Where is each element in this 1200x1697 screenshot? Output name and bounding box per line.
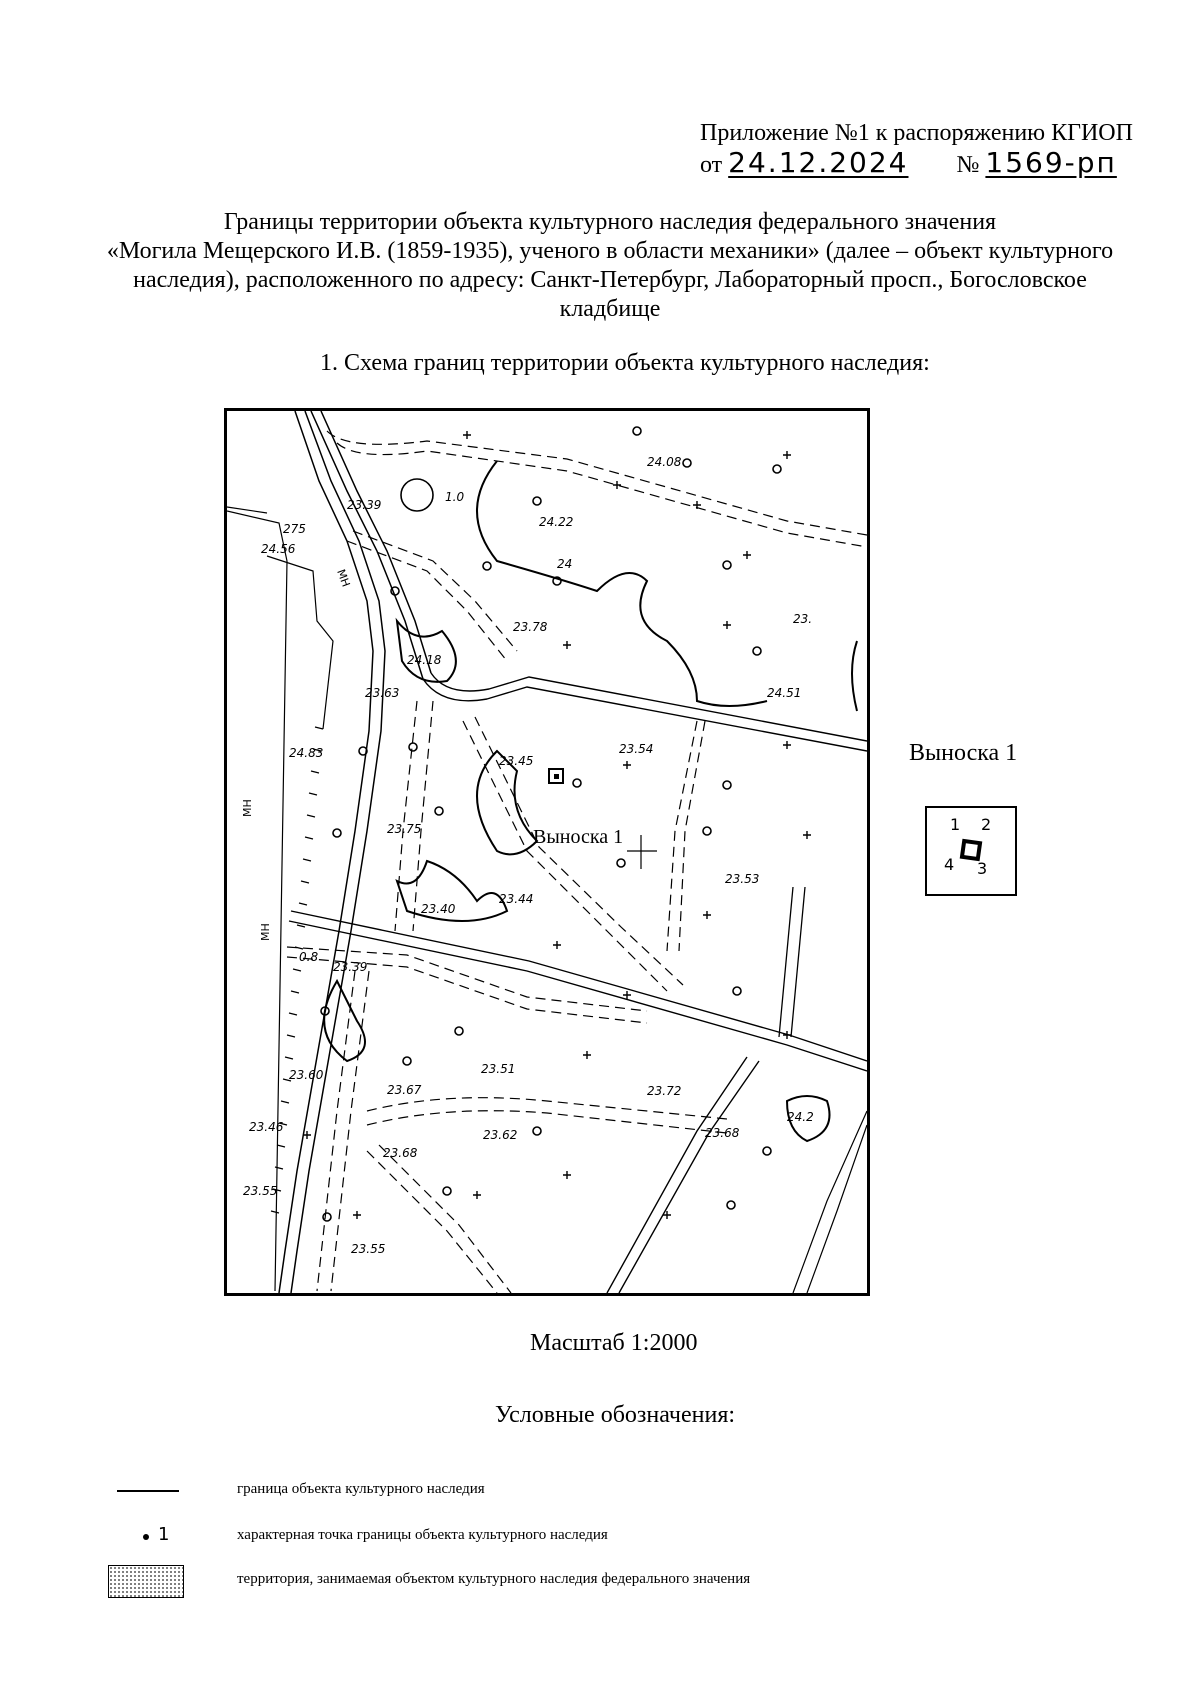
- legend-hatch-symbol: [108, 1565, 184, 1598]
- title-line: Границы территории объекта культурного наследия федерального значения: [223, 209, 997, 235]
- legend-title: Условные обозначения:: [495, 1402, 736, 1428]
- from-label: от: [700, 152, 723, 178]
- legend-line-symbol: [117, 1490, 179, 1492]
- order-number: 1569-рп: [985, 146, 1117, 179]
- order-date-number: [700, 146, 1117, 182]
- spot-height: 23.60: [289, 1068, 324, 1082]
- callout-title: Выноска 1: [909, 740, 1018, 766]
- spot-height: 24.2: [787, 1110, 814, 1124]
- legend-point-symbol: [143, 1534, 149, 1540]
- spot-height: 24.22: [539, 515, 574, 529]
- spot-height: 23.46: [249, 1120, 284, 1134]
- legend-point-number: 1: [158, 1524, 170, 1545]
- map-drawing: [227, 411, 867, 1293]
- spot-height: 23.67: [387, 1083, 422, 1097]
- spot-height: 24.83: [289, 746, 324, 760]
- spot-height: 23.72: [647, 1084, 682, 1098]
- pipeline-label: МН: [259, 923, 272, 941]
- title-line: «Могила Мещерского И.В. (1859-1935), ученого в области механики» (далее – объект культурного: [106, 238, 1114, 264]
- spot-height: 23.44: [499, 892, 534, 906]
- spot-height: 23.45: [499, 754, 534, 768]
- spot-height: 23.62: [483, 1128, 518, 1142]
- spot-height: 23.39: [347, 498, 382, 512]
- spot-height: 24.18: [407, 653, 442, 667]
- boundary-point-number: 3: [977, 859, 988, 878]
- boundary-map: [224, 408, 870, 1296]
- title-line: кладбище: [559, 296, 661, 322]
- boundary-point-number: 1: [950, 815, 961, 834]
- pipeline-label: МН: [241, 799, 254, 817]
- spot-height: 23.68: [383, 1146, 418, 1160]
- spot-height: 23.78: [513, 620, 548, 634]
- title-line: наследия), расположенного по адресу: Санкт-Петербург, Лабораторный просп., Богословское: [133, 267, 1087, 293]
- order-date: 24.12.2024: [728, 146, 909, 179]
- map-callout-label: Выноска 1: [533, 826, 624, 848]
- spot-height: 23.40: [421, 902, 456, 916]
- object-boundary-outline: [962, 841, 980, 859]
- spot-height: 23.55: [351, 1242, 386, 1256]
- appendix-line: Приложение №1 к распоряжению КГИОП: [700, 120, 1133, 146]
- boundary-point-number: 4: [944, 855, 955, 874]
- callout-inset: [925, 806, 1017, 896]
- legend-item-territory: территория, занимаемая объектом культурного наследия федерального значения: [237, 1571, 751, 1587]
- spot-height: 23.51: [481, 1062, 516, 1076]
- scale-label: Масштаб 1:2000: [530, 1330, 698, 1356]
- spot-height: 23.53: [725, 872, 760, 886]
- spot-height: 23.63: [365, 686, 400, 700]
- spot-height: 24.51: [767, 686, 802, 700]
- number-label: №: [956, 152, 980, 178]
- spot-height: 24: [557, 557, 573, 571]
- spot-height: 23.68: [705, 1126, 740, 1140]
- spot-height: 23.: [793, 612, 813, 626]
- pipeline-label: МН: [334, 567, 353, 589]
- spot-height: 23.75: [387, 822, 422, 836]
- document-title: [80, 208, 1140, 324]
- spot-heights: [243, 455, 814, 1256]
- spot-height: 275: [283, 522, 306, 536]
- spot-height: 23.55: [243, 1184, 278, 1198]
- boundary-point-number: 2: [981, 815, 992, 834]
- spot-height: 23.54: [619, 742, 654, 756]
- spot-height: 24.08: [647, 455, 682, 469]
- legend-item-boundary: граница объекта культурного наследия: [237, 1481, 485, 1497]
- legend-item-point: характерная точка границы объекта культурного наследия: [237, 1527, 608, 1543]
- spot-height: 0.8: [299, 950, 319, 964]
- spot-height: 23.39: [333, 960, 368, 974]
- spot-height: 24.56: [261, 542, 296, 556]
- section-heading: 1. Схема границ территории объекта культурного наследия:: [320, 350, 930, 376]
- spot-height: 1.0: [445, 490, 465, 504]
